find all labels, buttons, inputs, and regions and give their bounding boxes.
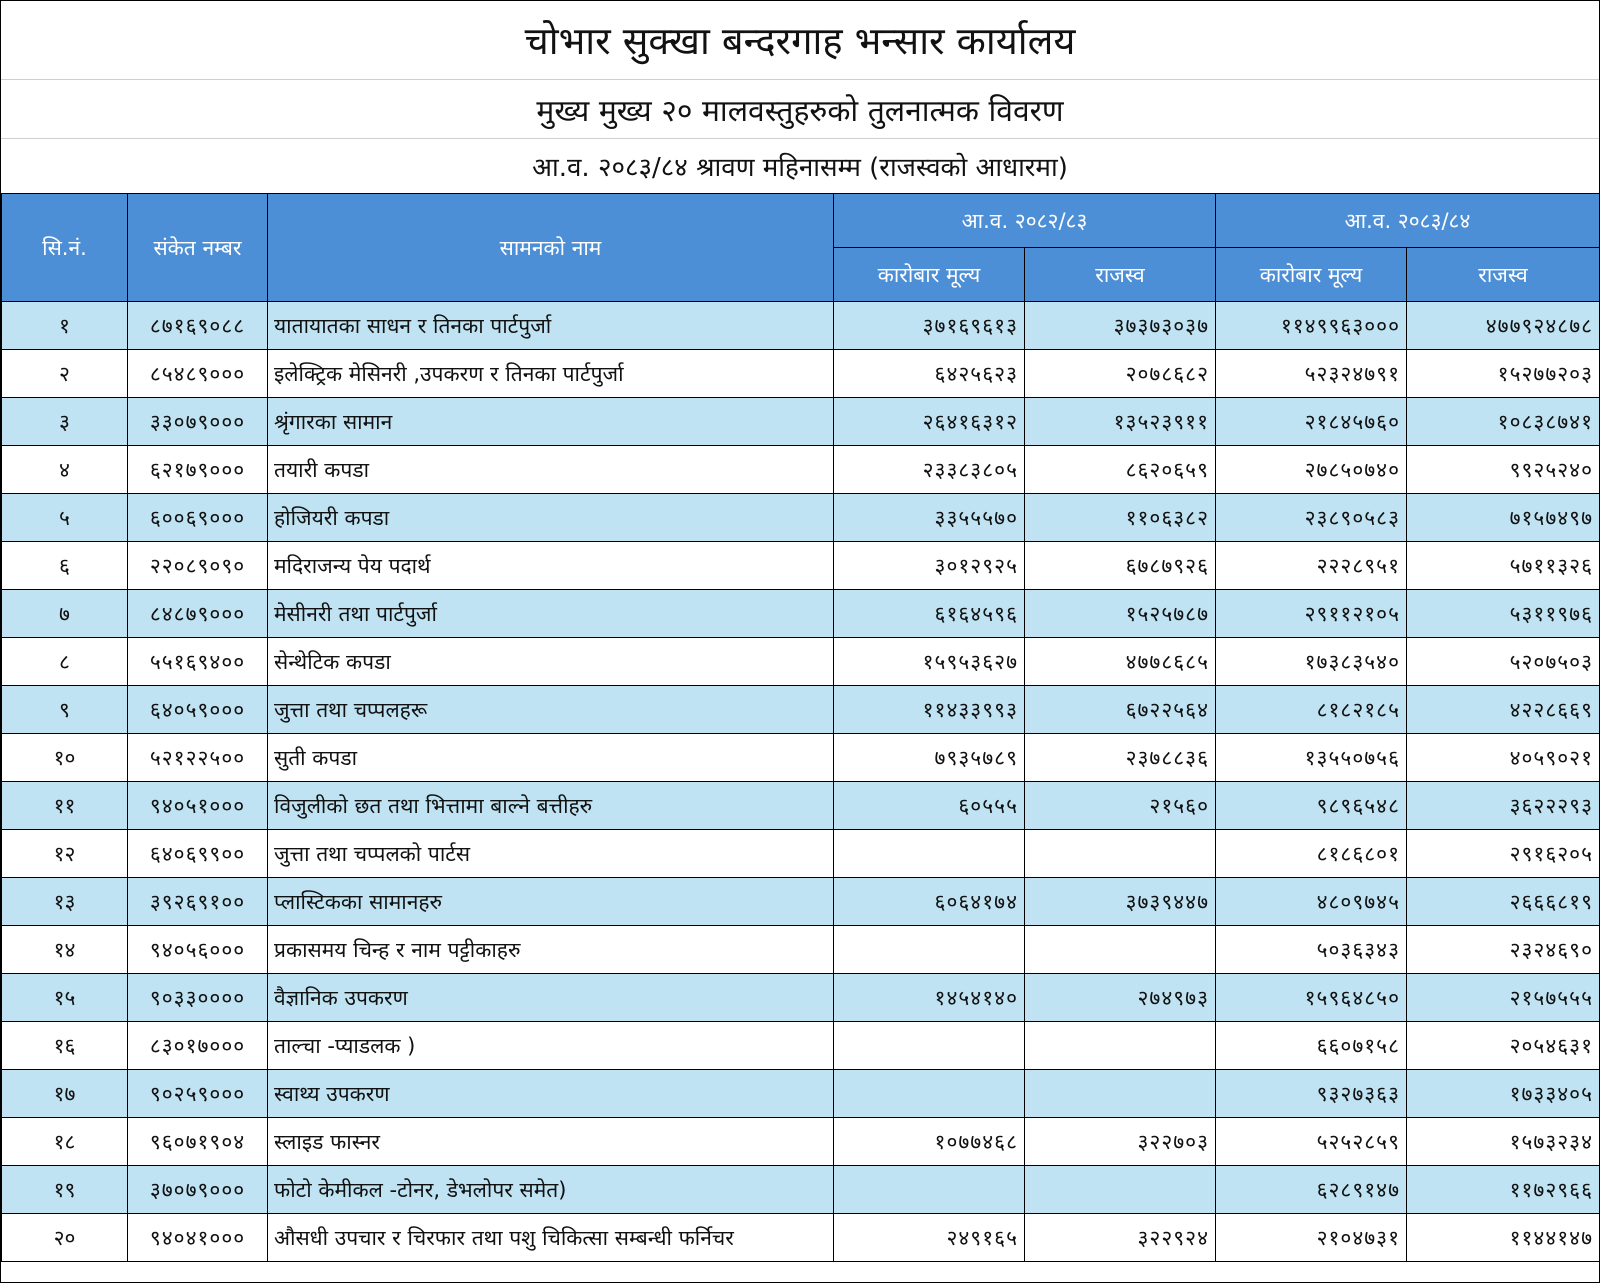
cell-fy2-value: ८१८२१८५ xyxy=(1216,686,1407,734)
cell-fy2-value: ६२८९१४७ xyxy=(1216,1166,1407,1214)
cell-fy2-revenue: १०८३८७४१ xyxy=(1407,398,1600,446)
cell-fy1-revenue: १५२५७८७ xyxy=(1025,590,1216,638)
table-row xyxy=(2,830,1600,878)
cell-code: ६४०६९९०० xyxy=(128,830,268,878)
report-period: आ.व. २०८३/८४ श्रावण महिनासम्म (राजस्वको आधारमा) xyxy=(532,153,1068,183)
cell-sn: १८ xyxy=(2,1118,128,1166)
cell-fy1-revenue: ३२२७०३ xyxy=(1025,1118,1216,1166)
cell-name: औसधी उपचार र चिरफार तथा पशु चिकित्सा सम्बन्धी फर्निचर xyxy=(268,1214,834,1262)
table-row xyxy=(2,974,1600,1022)
col-header-fy1-revenue: राजस्व xyxy=(1025,248,1216,302)
table-row xyxy=(2,1070,1600,1118)
cell-fy1-revenue xyxy=(1025,1022,1216,1070)
cell-code: ९४०५६००० xyxy=(128,926,268,974)
cell-fy1-revenue xyxy=(1025,1166,1216,1214)
cell-fy1-revenue xyxy=(1025,1070,1216,1118)
table-row xyxy=(2,494,1600,542)
cell-name: स्लाइड फास्नर xyxy=(268,1118,834,1166)
cell-fy2-value: २१०४७३१ xyxy=(1216,1214,1407,1262)
cell-name: सुती कपडा xyxy=(268,734,834,782)
cell-sn: १३ xyxy=(2,878,128,926)
cell-fy1-value: २६४१६३१२ xyxy=(834,398,1025,446)
table-row xyxy=(2,542,1600,590)
cell-fy2-revenue: ५७११३२६ xyxy=(1407,542,1600,590)
cell-code: ६२१७९००० xyxy=(128,446,268,494)
cell-fy2-revenue: ५२०७५०३ xyxy=(1407,638,1600,686)
cell-sn: २० xyxy=(2,1214,128,1262)
cell-fy1-value: ३३५५५७० xyxy=(834,494,1025,542)
col-header-fy2-value: कारोबार मूल्य xyxy=(1216,248,1407,302)
cell-sn: १७ xyxy=(2,1070,128,1118)
cell-code: ५२१२२५०० xyxy=(128,734,268,782)
cell-fy2-revenue: ९९२५२४० xyxy=(1407,446,1600,494)
report-title: चोभार सुक्खा बन्दरगाह भन्सार कार्यालय xyxy=(1,1,1599,80)
cell-fy2-revenue: ३६२२२९३ xyxy=(1407,782,1600,830)
cell-code: २२०८९०९० xyxy=(128,542,268,590)
table-row xyxy=(2,1118,1600,1166)
cell-sn: ११ xyxy=(2,782,128,830)
cell-fy1-value: ७९३५७८९ xyxy=(834,734,1025,782)
cell-fy1-value: १०७७४६८ xyxy=(834,1118,1025,1166)
table-row xyxy=(2,1214,1600,1262)
cell-fy2-value: ९३२७३६३ xyxy=(1216,1070,1407,1118)
table-row xyxy=(2,878,1600,926)
cell-sn: १६ xyxy=(2,1022,128,1070)
cell-name: ताल्चा -प्याडलक ) xyxy=(268,1022,834,1070)
cell-fy1-revenue: ४७७८६८५ xyxy=(1025,638,1216,686)
table-row xyxy=(2,1022,1600,1070)
cell-code: ३३०७९००० xyxy=(128,398,268,446)
cell-fy1-value: १५९५३६२७ xyxy=(834,638,1025,686)
cell-sn: १ xyxy=(2,302,128,350)
cell-fy2-revenue: १५७३२३४ xyxy=(1407,1118,1600,1166)
cell-code: ९६०७१९०४ xyxy=(128,1118,268,1166)
cell-fy2-value: २९११२१०५ xyxy=(1216,590,1407,638)
cell-fy1-value: ६१६४५९६ xyxy=(834,590,1025,638)
cell-fy2-revenue: २०५४६३१ xyxy=(1407,1022,1600,1070)
cell-name: मेसीनरी तथा पार्टपुर्जा xyxy=(268,590,834,638)
cell-code: ८३०१७००० xyxy=(128,1022,268,1070)
cell-fy1-value: २४९१६५ xyxy=(834,1214,1025,1262)
cell-name: प्लास्टिकका सामानहरु xyxy=(268,878,834,926)
cell-fy2-value: ८१८६८०१ xyxy=(1216,830,1407,878)
cell-fy1-value xyxy=(834,1166,1025,1214)
table-row xyxy=(2,350,1600,398)
cell-fy1-revenue: ८६२०६५९ xyxy=(1025,446,1216,494)
col-header-fy2: आ.व. २०८३/८४ xyxy=(1216,194,1600,248)
cell-fy1-value xyxy=(834,1022,1025,1070)
table-row xyxy=(2,638,1600,686)
col-header-code: संकेत नम्बर xyxy=(128,194,268,302)
cell-code: ८४८७९००० xyxy=(128,590,268,638)
cell-code: ३७०७९००० xyxy=(128,1166,268,1214)
cell-fy1-value: ११४३३९९३ xyxy=(834,686,1025,734)
cell-fy2-value: ६६०७१५८ xyxy=(1216,1022,1407,1070)
table-row xyxy=(2,1166,1600,1214)
col-header-fy2-revenue: राजस्व xyxy=(1407,248,1600,302)
table-row xyxy=(2,686,1600,734)
cell-fy2-value: ५०३६३४३ xyxy=(1216,926,1407,974)
cell-sn: ६ xyxy=(2,542,128,590)
cell-fy2-value: २७८५०७४० xyxy=(1216,446,1407,494)
cell-fy1-revenue: ६७२२५६४ xyxy=(1025,686,1216,734)
table-row xyxy=(2,302,1600,350)
cell-fy1-value: ६०५५५ xyxy=(834,782,1025,830)
cell-code: ८७१६९०८८ xyxy=(128,302,268,350)
cell-fy2-revenue: १७३३४०५ xyxy=(1407,1070,1600,1118)
table-row xyxy=(2,446,1600,494)
cell-name: विजुलीको छत तथा भित्तामा बाल्ने बत्तीहरु xyxy=(268,782,834,830)
cell-fy1-value xyxy=(834,926,1025,974)
cell-fy2-value: १३५५०७५६ xyxy=(1216,734,1407,782)
cell-fy1-revenue: ३७३७३०३७ xyxy=(1025,302,1216,350)
cell-fy2-revenue: ७१५७४९७ xyxy=(1407,494,1600,542)
cell-fy2-revenue: ५३११९७६ xyxy=(1407,590,1600,638)
cell-fy1-value: ३०१२९२५ xyxy=(834,542,1025,590)
cell-fy2-revenue: ४०५९०२१ xyxy=(1407,734,1600,782)
cell-name: इलेक्ट्रिक मेसिनरी ,उपकरण र तिनका पार्टपुर्जा xyxy=(268,350,834,398)
col-header-fy1-value: कारोबार मूल्य xyxy=(834,248,1025,302)
cell-name: जुत्ता तथा चप्पलको पार्टस xyxy=(268,830,834,878)
table-header xyxy=(2,194,1600,302)
cell-fy1-value: १४५४१४० xyxy=(834,974,1025,1022)
table-row xyxy=(2,926,1600,974)
cell-fy1-value xyxy=(834,1070,1025,1118)
cell-sn: ५ xyxy=(2,494,128,542)
cell-fy1-revenue: २१५६० xyxy=(1025,782,1216,830)
cell-code: ८५४८९००० xyxy=(128,350,268,398)
table-body xyxy=(2,302,1600,1262)
col-header-name: सामनको नाम xyxy=(268,194,834,302)
report-subtitle: मुख्य मुख्य २० मालवस्तुहरुको तुलनात्मक विवरण xyxy=(1,80,1599,139)
cell-code: ९४०५१००० xyxy=(128,782,268,830)
col-header-fy1: आ.व. २०८२/८३ xyxy=(834,194,1216,248)
cell-sn: १५ xyxy=(2,974,128,1022)
cell-name: प्रकासमय चिन्ह र नाम पट्टीकाहरु xyxy=(268,926,834,974)
cell-fy1-revenue xyxy=(1025,830,1216,878)
cell-name: होजियरी कपडा xyxy=(268,494,834,542)
cell-fy2-value: ११४९९६३००० xyxy=(1216,302,1407,350)
cell-name: वैज्ञानिक उपकरण xyxy=(268,974,834,1022)
cell-fy2-value: ५२५२८५९ xyxy=(1216,1118,1407,1166)
commodity-table xyxy=(1,193,1600,1262)
cell-sn: १९ xyxy=(2,1166,128,1214)
cell-fy1-revenue: २३७८८३६ xyxy=(1025,734,1216,782)
cell-fy2-revenue: ४७७९२४८७८ xyxy=(1407,302,1600,350)
table-row xyxy=(2,590,1600,638)
cell-sn: ७ xyxy=(2,590,128,638)
table-row xyxy=(2,782,1600,830)
cell-name: सेन्थेटिक कपडा xyxy=(268,638,834,686)
cell-fy2-revenue: ११४४१४७ xyxy=(1407,1214,1600,1262)
cell-fy2-value: २१८४५७६० xyxy=(1216,398,1407,446)
cell-fy1-value: ६०६४१७४ xyxy=(834,878,1025,926)
cell-sn: ४ xyxy=(2,446,128,494)
cell-fy1-revenue: २०७८६८२ xyxy=(1025,350,1216,398)
cell-fy2-value: १७३८३५४० xyxy=(1216,638,1407,686)
cell-fy2-value: २२२८९५१ xyxy=(1216,542,1407,590)
cell-code: ६००६९००० xyxy=(128,494,268,542)
cell-fy2-revenue: २३२४६९० xyxy=(1407,926,1600,974)
cell-fy2-value: ५२३२४७९१ xyxy=(1216,350,1407,398)
cell-fy1-revenue: १३५२३९११ xyxy=(1025,398,1216,446)
cell-fy2-value: ९८९६५४८ xyxy=(1216,782,1407,830)
cell-fy2-revenue: २६६६८१९ xyxy=(1407,878,1600,926)
cell-name: यातायातका साधन र तिनका पार्टपुर्जा xyxy=(268,302,834,350)
cell-sn: १४ xyxy=(2,926,128,974)
table-row xyxy=(2,734,1600,782)
cell-fy2-revenue: २१५७५५५ xyxy=(1407,974,1600,1022)
cell-code: ६४०५९००० xyxy=(128,686,268,734)
cell-sn: १० xyxy=(2,734,128,782)
cell-code: ३९२६९१०० xyxy=(128,878,268,926)
cell-name: श्रृंगारका सामान xyxy=(268,398,834,446)
cell-fy2-revenue: ११७२९६६ xyxy=(1407,1166,1600,1214)
cell-sn: ३ xyxy=(2,398,128,446)
cell-fy1-revenue xyxy=(1025,926,1216,974)
cell-fy1-value: ३७१६९६१३ xyxy=(834,302,1025,350)
cell-fy1-revenue: २७४९७३ xyxy=(1025,974,1216,1022)
cell-name: तयारी कपडा xyxy=(268,446,834,494)
cell-fy2-revenue: २९१६२०५ xyxy=(1407,830,1600,878)
cell-fy1-revenue: ३२२९२४ xyxy=(1025,1214,1216,1262)
cell-code: ५५१६९४०० xyxy=(128,638,268,686)
cell-fy1-value: ६४२५६२३ xyxy=(834,350,1025,398)
cell-fy2-revenue: १५२७७२०३ xyxy=(1407,350,1600,398)
cell-fy2-revenue: ४२२८६६९ xyxy=(1407,686,1600,734)
cell-sn: ९ xyxy=(2,686,128,734)
table-row xyxy=(2,398,1600,446)
cell-code: ९०२५९००० xyxy=(128,1070,268,1118)
cell-fy1-value xyxy=(834,830,1025,878)
cell-sn: २ xyxy=(2,350,128,398)
cell-fy1-revenue: ६७८७९२६ xyxy=(1025,542,1216,590)
cell-code: ९४०४१००० xyxy=(128,1214,268,1262)
cell-fy1-revenue: ३७३९४४७ xyxy=(1025,878,1216,926)
cell-sn: १२ xyxy=(2,830,128,878)
cell-fy2-value: ४८०९७४५ xyxy=(1216,878,1407,926)
cell-fy1-value: २३३८३८०५ xyxy=(834,446,1025,494)
cell-fy2-value: १५९६४८५० xyxy=(1216,974,1407,1022)
cell-fy2-value: २३८९०५८३ xyxy=(1216,494,1407,542)
cell-code: ९०३३०००० xyxy=(128,974,268,1022)
cell-fy1-revenue: ११०६३८२ xyxy=(1025,494,1216,542)
cell-name: फोटो केमीकल -टोनर, डेभलोपर समेत) xyxy=(268,1166,834,1214)
cell-name: स्वाथ्य उपकरण xyxy=(268,1070,834,1118)
cell-name: मदिराजन्य पेय पदार्थ xyxy=(268,542,834,590)
cell-name: जुत्ता तथा चप्पलहरू xyxy=(268,686,834,734)
col-header-sn: सि.नं. xyxy=(2,194,128,302)
cell-sn: ८ xyxy=(2,638,128,686)
